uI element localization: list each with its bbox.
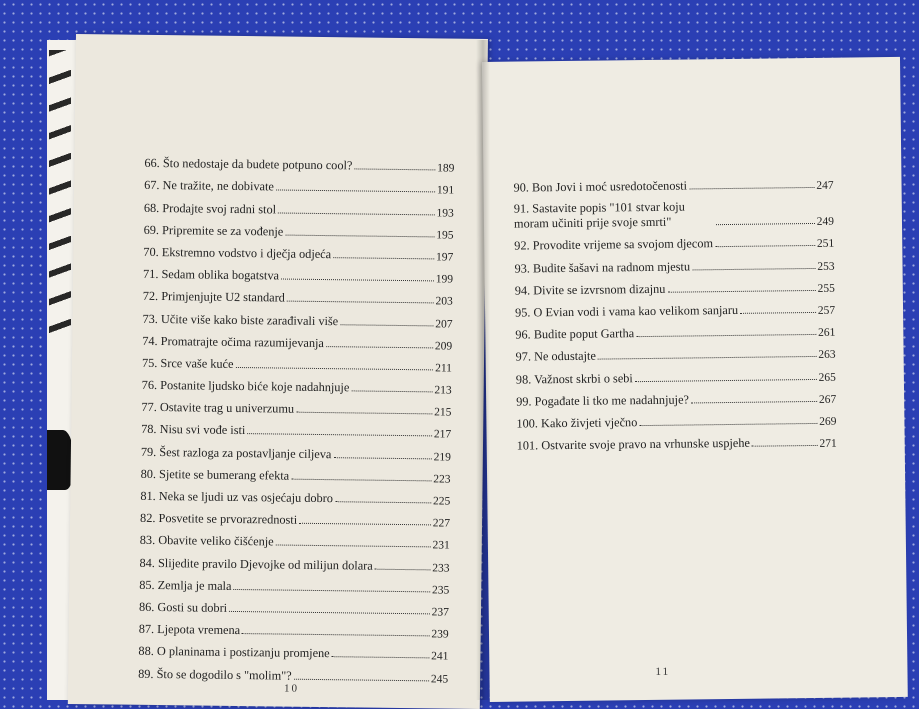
toc-entry	[138, 637, 448, 663]
toc-entry	[140, 526, 450, 552]
toc-entry-title: 98. Važnost skrbi o sebi	[515, 370, 633, 387]
toc-entry	[139, 593, 449, 619]
dot-leader	[229, 611, 430, 614]
toc-entry-page: 249	[816, 215, 835, 229]
toc-entry-title: 81. Neka se ljudi uz vas osjećaju dobro	[140, 488, 334, 506]
toc-entry	[141, 459, 451, 485]
dot-leader	[340, 324, 433, 326]
dot-leader	[333, 457, 431, 459]
dot-leader	[296, 412, 432, 415]
toc-entry-page: 223	[433, 473, 451, 486]
dot-leader	[278, 212, 435, 215]
ink-pattern	[47, 430, 73, 490]
dot-leader	[294, 678, 429, 681]
toc-entry-page: 233	[432, 561, 450, 575]
toc-entry-page: 197	[435, 251, 454, 264]
toc-entry-title: 93. Budite šašavi na radnom mjestu	[514, 259, 691, 276]
toc-entry	[138, 659, 448, 685]
left-page	[68, 34, 488, 709]
toc-entry-title: 83. Obavite veliko čišćenje	[139, 533, 274, 549]
toc-entry-page: 207	[435, 317, 453, 331]
toc-entry-page: 253	[817, 260, 835, 273]
toc-entry-title: 72. Primjenjujte U2 standard	[142, 289, 285, 305]
toc-list-left	[138, 149, 454, 685]
dot-leader	[287, 301, 434, 304]
toc-entry	[141, 437, 451, 463]
toc-entry-page: 245	[430, 672, 449, 686]
toc-entry-title: 74. Promatrajte očima razumijevanja	[142, 333, 324, 350]
toc-entry-title: 75. Srce vaše kuće	[141, 355, 234, 371]
dot-leader	[740, 312, 816, 314]
toc-entry	[140, 482, 450, 508]
toc-entry	[142, 326, 452, 352]
dot-leader	[291, 478, 431, 481]
toc-entry-title: 68. Prodajte svoj radni stol	[143, 200, 277, 217]
toc-entry	[144, 149, 454, 175]
toc-entry-page: 239	[431, 628, 449, 641]
dot-leader	[716, 223, 815, 225]
toc-list-right	[513, 170, 836, 454]
toc-entry-page: 261	[818, 326, 836, 340]
toc-entry-page: 209	[434, 340, 453, 353]
dot-leader	[691, 401, 817, 404]
toc-entry-page: 257	[817, 304, 836, 317]
dot-leader	[333, 257, 434, 259]
toc-entry-page: 219	[433, 451, 451, 464]
toc-entry	[142, 371, 452, 397]
toc-entry-page: 217	[433, 428, 452, 442]
dot-leader	[276, 190, 435, 193]
toc-entry-title: 90. Bon Jovi i moć usredotočenosti	[513, 178, 688, 195]
dot-leader	[635, 378, 817, 381]
toc-entry	[139, 570, 449, 596]
toc-entry	[143, 260, 453, 286]
toc-entry-title: 96. Budite poput Gartha	[515, 326, 635, 342]
toc-entry-page: 189	[437, 162, 455, 175]
toc-entry-page: 191	[436, 184, 455, 198]
dot-leader	[752, 445, 818, 447]
ink-pattern	[49, 50, 71, 340]
toc-entry-page: 265	[818, 371, 836, 384]
toc-entry	[141, 393, 451, 419]
toc-entry-title: 78. Nisu svi vođe isti	[141, 422, 246, 438]
toc-entry-title: 86. Gosti su dobri	[138, 599, 228, 615]
toc-entry-page: 271	[819, 437, 837, 450]
toc-entry-page: 237	[431, 606, 450, 619]
dot-leader	[667, 290, 815, 293]
dot-leader	[276, 545, 431, 548]
page-number: 11	[655, 665, 671, 678]
toc-entry-title: 95. O Evian vodi i vama kao velikom sanjaru	[514, 302, 739, 320]
toc-entry-title: 88. O planinama i postizanju promjene	[138, 644, 330, 661]
toc-entry-title: 84. Slijedite pravilo Djevojke od milijun dolara	[139, 555, 373, 573]
toc-entry	[144, 171, 454, 197]
toc-entry-page: 235	[431, 584, 450, 597]
toc-entry-page: 231	[432, 539, 450, 552]
toc-entry	[143, 238, 453, 264]
toc-entry-title: 94. Divite se izvrsnom dizajnu	[514, 281, 666, 298]
toc-entry	[139, 548, 449, 574]
dot-leader	[233, 589, 430, 592]
toc-entry-title: 71. Sedam oblika bogatstva	[142, 266, 280, 283]
toc-entry	[141, 415, 451, 441]
toc-entry	[144, 193, 454, 219]
toc-entry-title: 89. Što se dogodilo s "molim"?	[138, 666, 292, 683]
toc-entry	[142, 304, 452, 330]
toc-entry-title: 79. Šest razloga za postavljanje ciljeva	[140, 444, 332, 461]
toc-entry-title: 70. Ekstremno vodstvo i dječja odjeća	[143, 244, 332, 262]
book-gutter	[476, 40, 490, 700]
toc-entry-page: 199	[435, 273, 454, 286]
toc-entry-page: 241	[431, 650, 449, 663]
dot-leader	[235, 367, 433, 370]
toc-entry	[514, 192, 834, 232]
toc-entry-page: 225	[432, 495, 451, 508]
dot-leader	[598, 356, 816, 360]
toc-entry-page: 255	[817, 282, 835, 295]
dot-leader	[351, 390, 432, 392]
toc-entry-title: 100. Kako živjeti vječno	[516, 415, 638, 431]
dot-leader	[332, 656, 430, 658]
toc-entry-page: 269	[819, 415, 837, 428]
toc-entry-title: 97. Ne odustajte	[515, 348, 596, 364]
toc-entry-title: 77. Ostavite trag u univerzumu	[141, 400, 295, 416]
toc-entry-title: 85. Zemlja je mala	[139, 577, 232, 593]
dot-leader	[692, 268, 815, 271]
toc-entry-title: 80. Sjetite se bumerang efekta	[140, 466, 290, 483]
toc-entry-page: 247	[816, 179, 834, 193]
dot-leader	[281, 279, 434, 282]
toc-entry	[517, 428, 837, 454]
toc-entry-title: 92. Provodite vrijeme sa svojom djecom	[514, 236, 714, 253]
toc-entry	[144, 215, 454, 241]
dot-leader	[247, 434, 432, 437]
dot-leader	[299, 523, 431, 526]
dot-leader	[335, 501, 431, 503]
toc-entry-title: 76. Postanite ljudsko biće koje nadahnjuje	[141, 377, 350, 395]
toc-entry-title: 73. Učite više kako biste zarađivali više	[142, 311, 339, 328]
dot-leader	[636, 334, 816, 337]
toc-entry-title: 69. Pripremite se za vođenje	[143, 222, 284, 239]
dot-leader	[639, 423, 817, 426]
dot-leader	[715, 245, 815, 247]
dot-leader	[375, 568, 430, 570]
page-number: 10	[283, 682, 300, 695]
toc-entry-page: 227	[432, 517, 451, 530]
toc-entry-page: 203	[435, 295, 453, 308]
toc-entry-page: 193	[436, 206, 454, 220]
toc-entry-page: 267	[818, 393, 837, 406]
dot-leader	[285, 234, 434, 237]
toc-entry-title: 99. Pogađate li tko me nadahnjuje?	[516, 392, 690, 409]
toc-entry-page: 215	[434, 406, 452, 419]
toc-entry-page: 251	[816, 238, 835, 251]
toc-entry-page: 211	[435, 362, 453, 375]
toc-entry	[140, 504, 450, 530]
dot-leader	[326, 346, 433, 348]
right-page	[482, 57, 908, 702]
toc-entry-title: 87. Ljepota vremena	[138, 621, 241, 638]
toc-entry	[139, 615, 449, 641]
toc-entry-title: 91. Sastavite popis "101 stvar koju moram učiniti prije svoje smrti"	[513, 199, 685, 231]
toc-entry-page: 213	[434, 384, 452, 397]
toc-entry-title: 82. Posvetite se prvorazrednosti	[140, 511, 298, 527]
toc-entry-title: 101. Ostvarite svoje pravo na vrhunske uspjehe	[516, 435, 751, 453]
toc-entry	[142, 349, 452, 375]
dot-leader	[242, 633, 429, 636]
dot-leader	[689, 187, 814, 190]
toc-entry-title: 66. Što nedostaje da budete potpuno cool?	[144, 156, 353, 173]
toc-entry-page: 195	[436, 229, 454, 242]
dot-leader	[354, 169, 435, 171]
toc-entry-page: 263	[818, 349, 836, 362]
toc-entry-title: 67. Ne tražite, ne dobivate	[144, 178, 274, 194]
toc-entry	[143, 282, 453, 308]
